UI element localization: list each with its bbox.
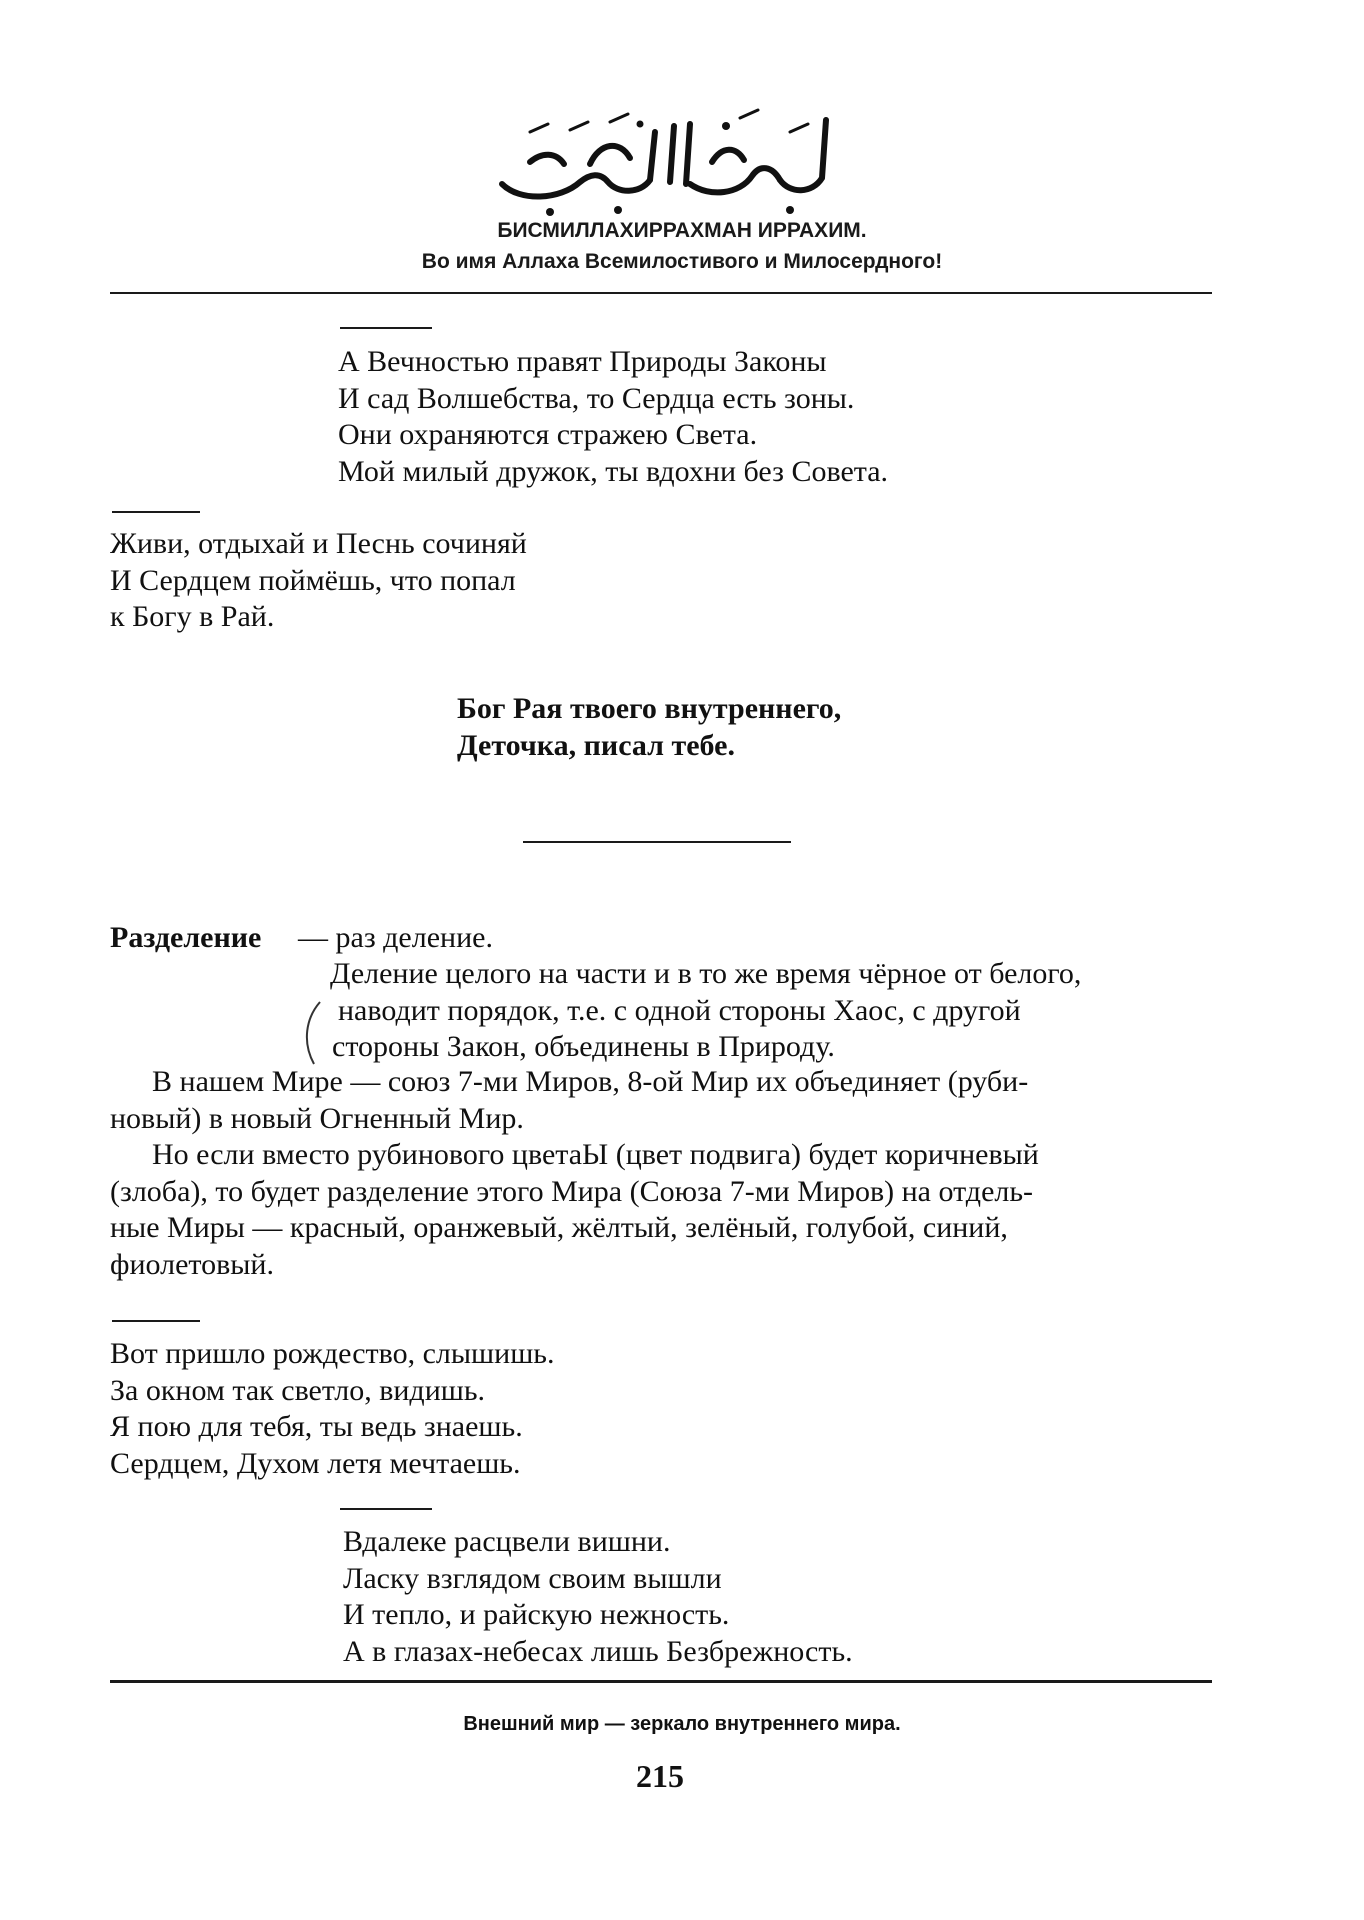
paragraph-line: Но если вместо рубинового цветаЫ (цвет подвига) будет коричневый <box>152 1138 1039 1171</box>
definition-term: Разделение <box>110 921 262 954</box>
verse-line: И тепло, и райскую нежность. <box>343 1598 730 1631</box>
header-rule <box>110 292 1212 294</box>
paragraph-1 <box>110 1064 1214 1137</box>
verse-line: Вдалеке расцвели вишни. <box>343 1525 671 1558</box>
section-rule <box>523 841 791 843</box>
verse-separator <box>112 511 200 513</box>
verse-stanza-3 <box>110 1336 554 1482</box>
verse-line: Ласку взглядом своим вышли <box>343 1561 722 1595</box>
header-title: БИСМИЛЛАХИРРАХМАН ИРРАХИМ. <box>497 219 867 242</box>
verse-line: И Сердцем поймёшь, что попал <box>110 563 516 597</box>
verse-separator <box>340 1508 432 1510</box>
header-subtitle: Во имя Аллаха Всемилостивого и Милосердного! <box>421 250 943 273</box>
verse-line: За окном так светло, видишь. <box>110 1373 486 1407</box>
paragraph-line: (злоба), то будет разделение этого Мира (Союза 7-ми Миров) на отдель- <box>110 1174 1034 1208</box>
verse-line: И сад Волшебства, то Сердца есть зоны. <box>338 381 855 415</box>
paragraph-line: В нашем Мире — союз 7-ми Миров, 8-ой Мир их объединяет (руби- <box>152 1065 1029 1098</box>
bismillah-calligraphy <box>490 102 850 222</box>
paragraph-line: фиолетовый. <box>110 1247 274 1281</box>
verse-separator <box>340 327 432 329</box>
definition-line: наводит порядок, т.е. с одной стороны Хаос, с другой <box>338 993 1021 1027</box>
verse-line: А в глазах-небесах лишь Безбрежность. <box>343 1634 853 1668</box>
signature <box>457 691 841 764</box>
paragraph-2 <box>110 1137 1214 1283</box>
verse-line: к Богу в Рай. <box>110 600 275 633</box>
verse-stanza-1 <box>338 344 888 490</box>
verse-stanza-4 <box>343 1524 853 1670</box>
definition-dash: — раз деление. <box>298 921 493 954</box>
signature-line: Деточка, писал тебе. <box>457 728 735 762</box>
verse-separator <box>112 1320 200 1322</box>
footer-motto: Внешний мир — зеркало внутреннего мира. <box>463 1713 901 1735</box>
signature-line: Бог Рая твоего внутреннего, <box>457 692 842 725</box>
definition-body <box>330 956 1081 1066</box>
verse-line: Они охраняются стражею Света. <box>338 418 758 451</box>
paragraph-line: ные Миры — красный, оранжевый, жёлтый, зелёный, голубой, синий, <box>110 1211 1008 1244</box>
footer-rule <box>110 1680 1212 1683</box>
definition-line: стороны Закон, объединены в Природу. <box>332 1030 835 1063</box>
verse-line: Сердцем, Духом летя мечтаешь. <box>110 1446 521 1480</box>
verse-line: Вот пришло рождество, слышишь. <box>110 1337 555 1370</box>
page-number: 215 <box>636 1758 684 1794</box>
definition-line: Деление целого на части и в то же время чёрное от белого, <box>330 957 1082 990</box>
verse-line: Мой милый дружок, ты вдохни без Совета. <box>338 454 889 488</box>
verse-line: А Вечностью правят Природы Законы <box>338 345 827 378</box>
margin-bracket-mark <box>296 998 326 1068</box>
verse-stanza-2 <box>110 526 527 636</box>
verse-line: Я пою для тебя, ты ведь знаешь. <box>110 1410 523 1443</box>
paragraph-line: новый) в новый Огненный Мир. <box>110 1101 524 1135</box>
verse-line: Живи, отдыхай и Песнь сочиняй <box>110 527 527 560</box>
